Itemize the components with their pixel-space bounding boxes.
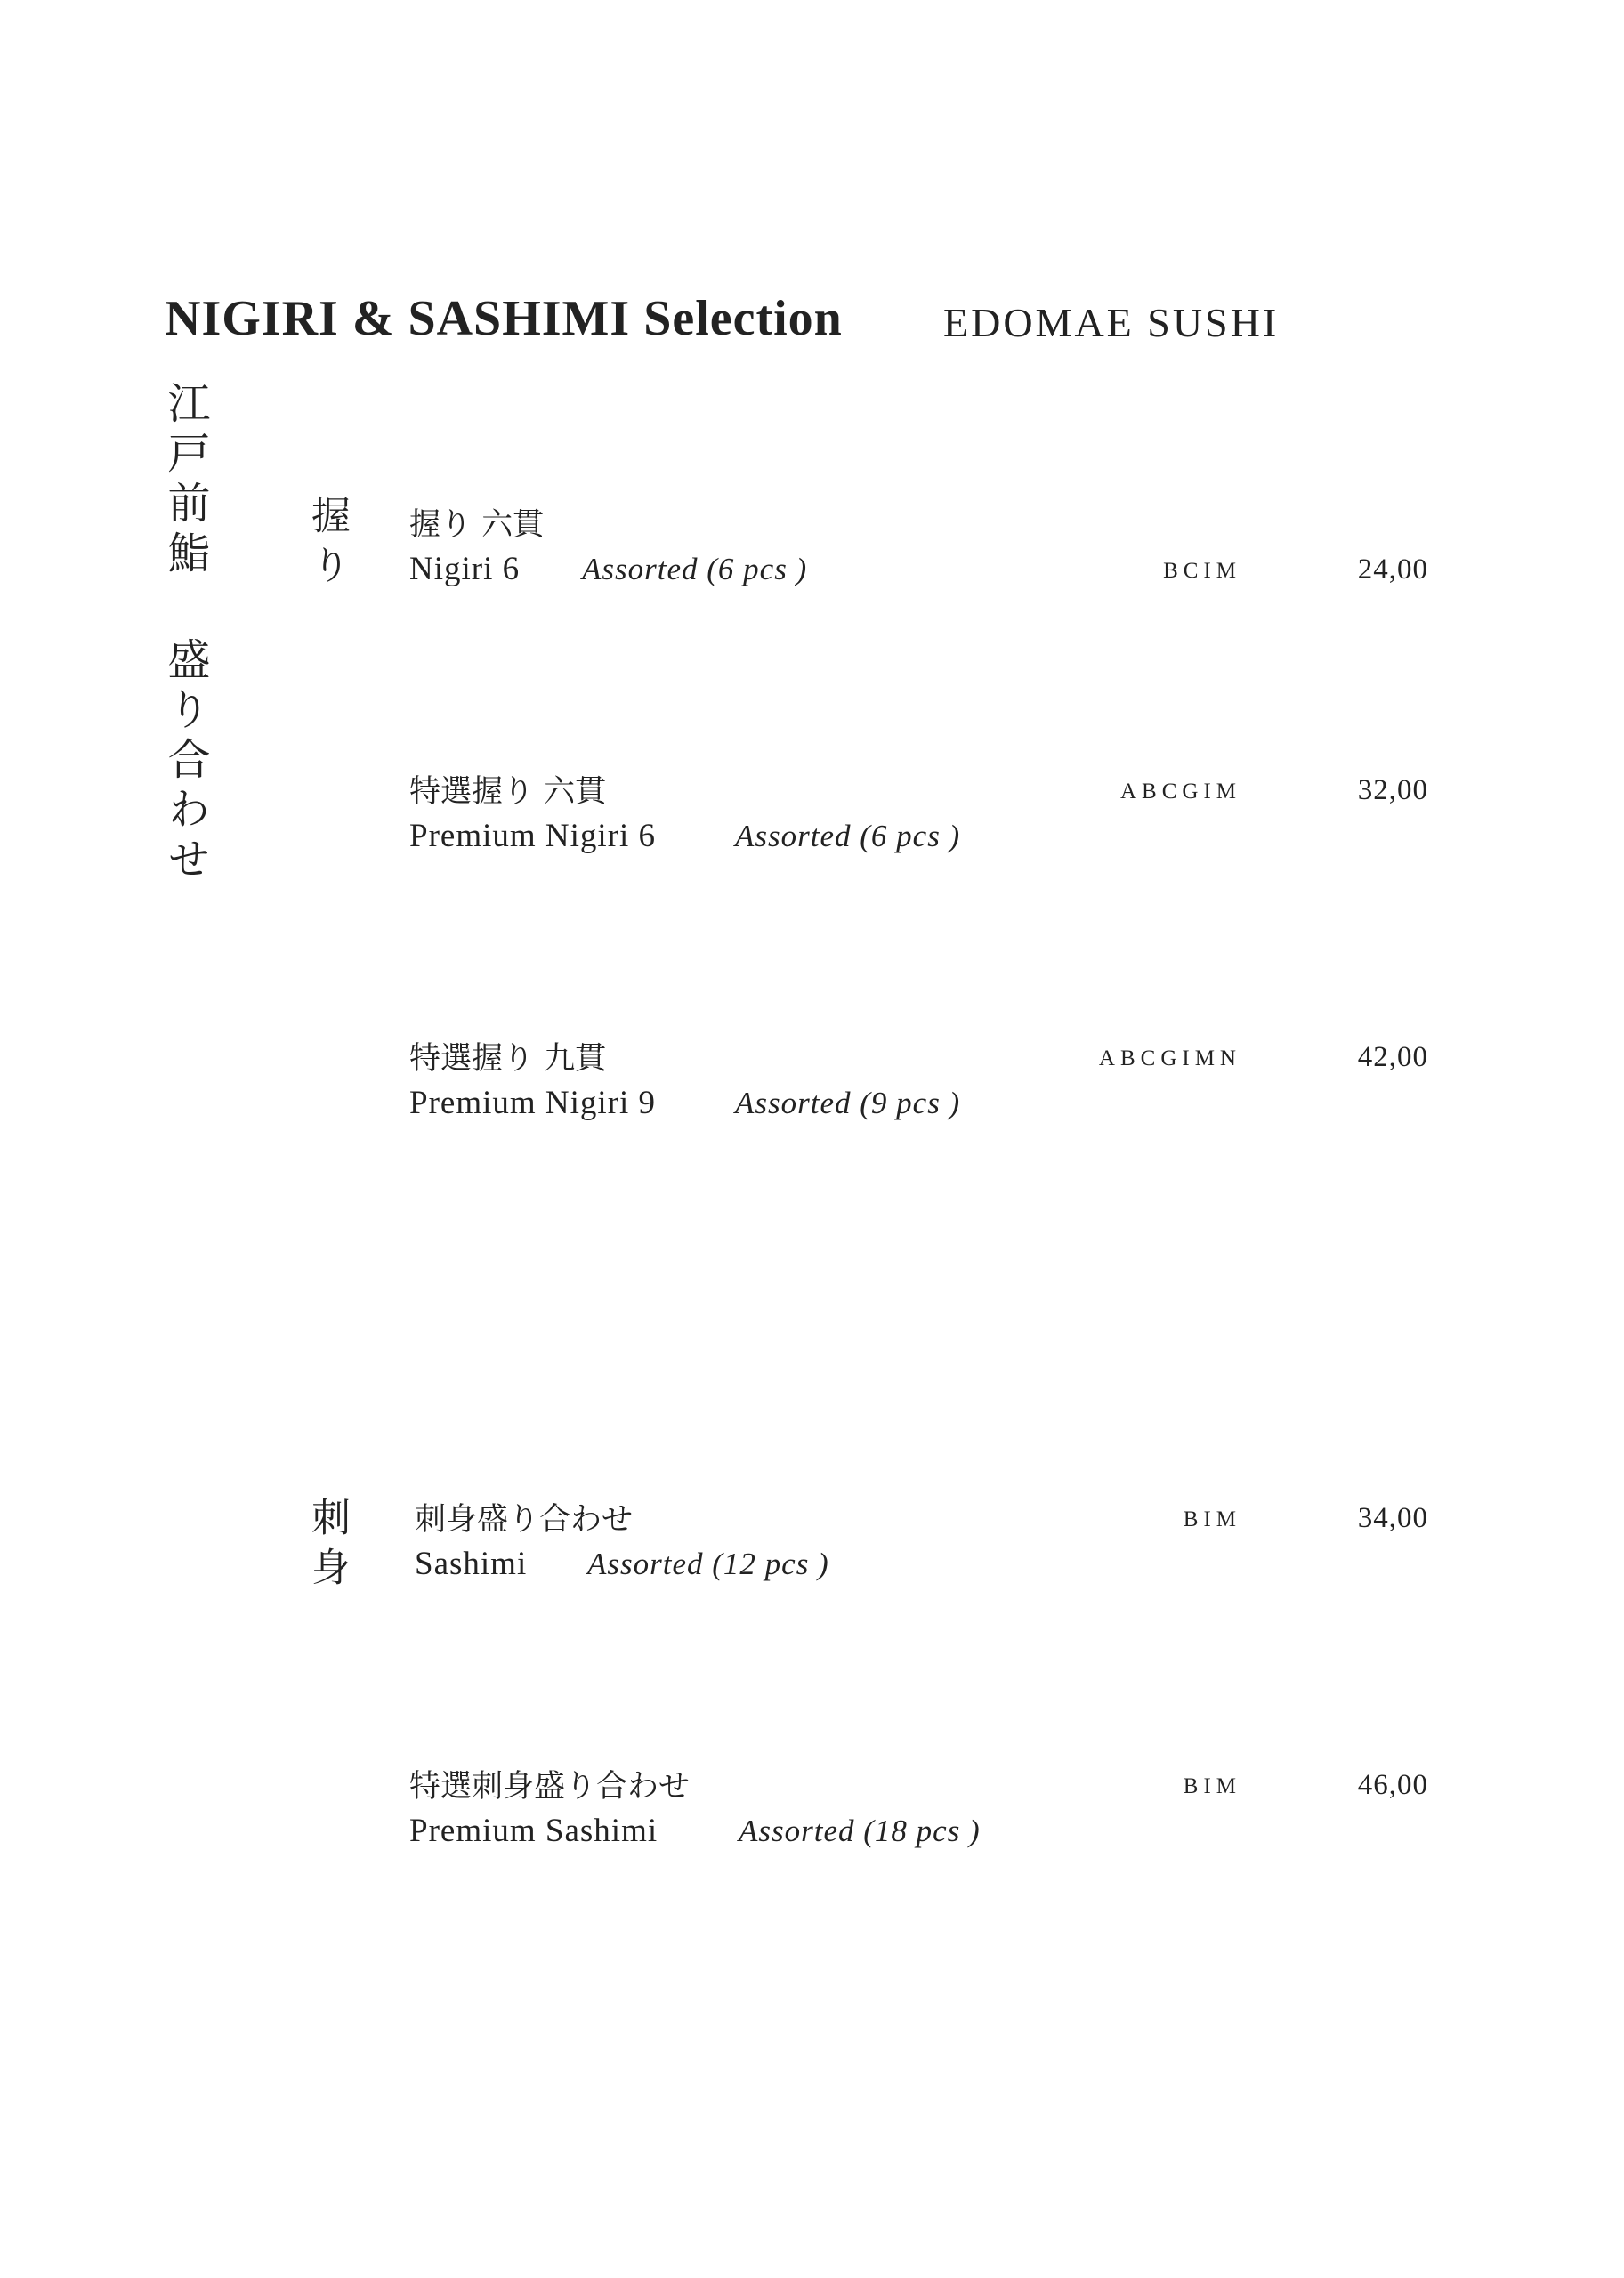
item-en-name: Premium Nigiri 9 — [409, 1085, 657, 1121]
page-subtitle: EDOMAE SUSHI — [943, 300, 1280, 345]
section-label-nigiri: 握り — [304, 495, 350, 594]
item-price: 34,00 — [1357, 1502, 1428, 1534]
item-description: Assorted (12 pcs ) — [587, 1547, 829, 1581]
item-en-name: Sashimi — [415, 1546, 528, 1582]
item-jp-name: 握り 六貫 — [409, 507, 545, 543]
item-jp-name: 特選刺身盛り合わせ — [409, 1769, 691, 1805]
item-en-name: Premium Sashimi — [409, 1813, 658, 1849]
item-description: Assorted (6 pcs ) — [735, 819, 961, 853]
item-price: 42,00 — [1357, 1041, 1428, 1073]
section-label-sashimi: 刺身 — [304, 1497, 350, 1596]
page-title: NIGIRI & SASHIMI Selection — [165, 291, 843, 346]
item-jp-name: 特選握り 六貫 — [409, 774, 607, 810]
item-description: Assorted (6 pcs ) — [582, 552, 808, 586]
item-en-name: Premium Nigiri 6 — [409, 818, 657, 854]
item-description: Assorted (9 pcs ) — [735, 1086, 961, 1120]
item-en-name: Nigiri 6 — [409, 551, 521, 587]
allergen-codes: ABCGIMN — [1098, 1046, 1241, 1070]
item-jp-name: 特選握り 九貫 — [409, 1041, 607, 1077]
vertical-category-title: 江戸前鮨 盛り合わせ — [160, 381, 210, 886]
allergen-codes: BIM — [1183, 1507, 1241, 1531]
allergen-codes: BIM — [1183, 1774, 1241, 1798]
allergen-codes: ABCGIM — [1119, 780, 1241, 804]
item-jp-name: 刺身盛り合わせ — [415, 1502, 634, 1538]
item-price: 32,00 — [1357, 774, 1428, 806]
item-price: 24,00 — [1357, 553, 1428, 586]
allergen-codes: BCIM — [1163, 559, 1241, 583]
item-description: Assorted (18 pcs ) — [739, 1814, 981, 1848]
item-price: 46,00 — [1357, 1769, 1428, 1801]
